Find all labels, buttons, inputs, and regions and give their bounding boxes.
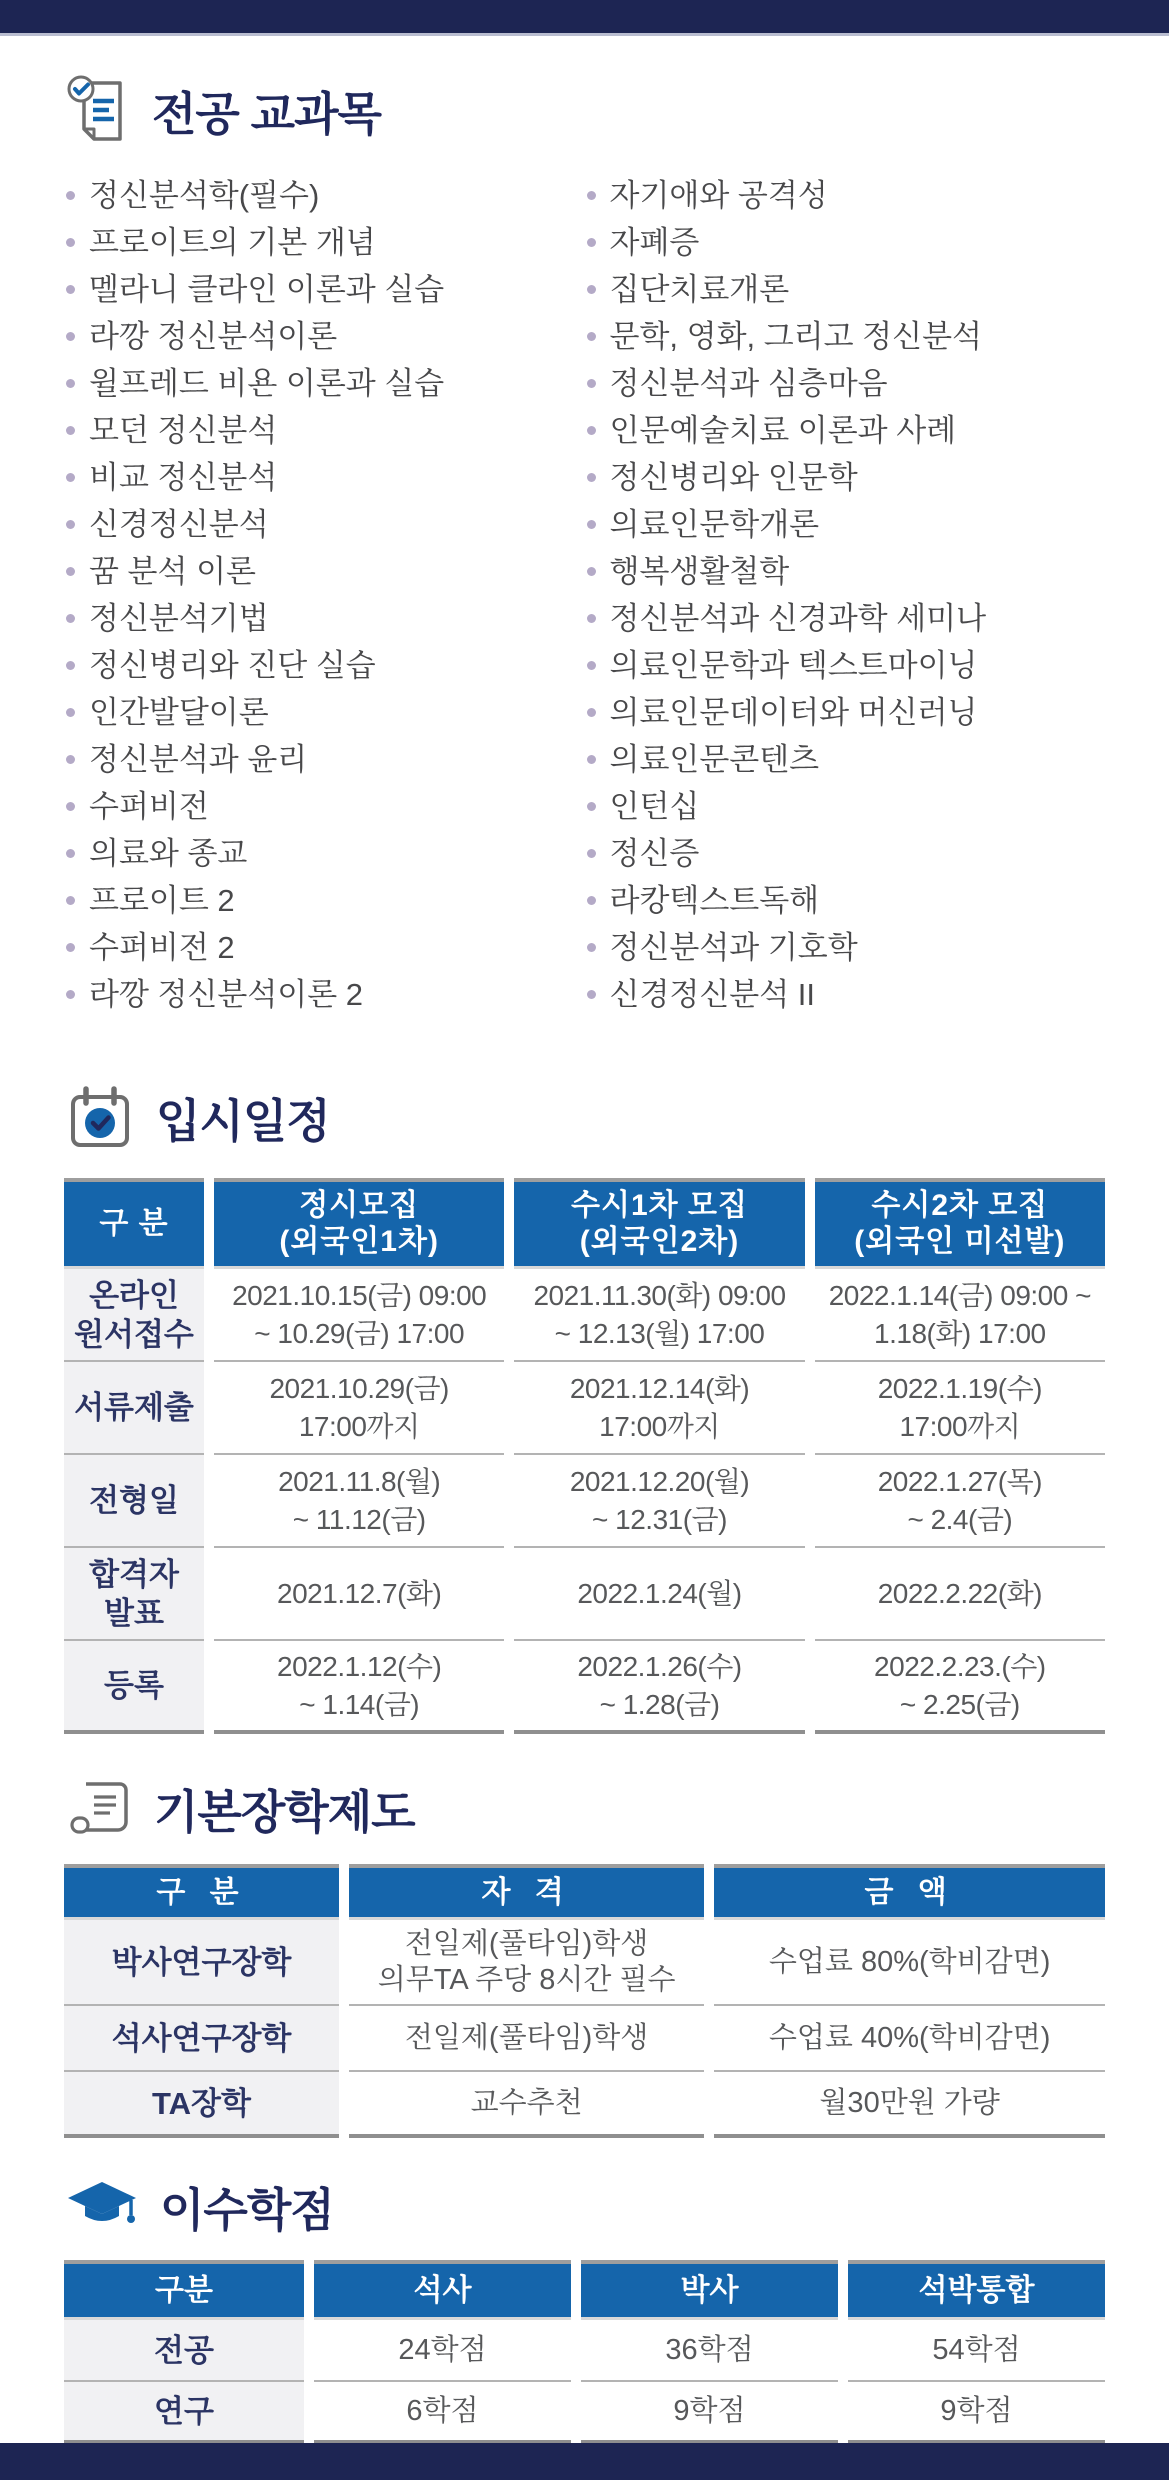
bullet-icon xyxy=(587,849,596,858)
cell-line: 2022.1.19(수) xyxy=(877,1372,1042,1404)
cell-line: 9학점 xyxy=(673,2395,746,2427)
cell-line: 구 분 xyxy=(156,1875,247,1909)
cell-line: 2022.2.23.(수) xyxy=(874,1650,1046,1682)
bullet-icon xyxy=(587,661,596,670)
course-label: 꿈 분석 이론 xyxy=(89,554,256,589)
bullet-icon xyxy=(66,379,75,388)
bullet-icon xyxy=(66,285,75,294)
cell-line: ~ 2.25(금) xyxy=(899,1688,1020,1720)
cell-line: 전일제(풀타임)학생 xyxy=(404,1928,649,1960)
data-cell xyxy=(514,1548,804,1641)
cell-line: ~ 11.12(금) xyxy=(292,1503,426,1535)
credits-table xyxy=(64,2260,1105,2444)
credits-title: 이수학점 xyxy=(160,2184,334,2236)
cell-line: 구분 xyxy=(155,2273,213,2307)
cell-line: 원서접수 xyxy=(74,1316,194,1352)
cell-line: 2021.11.8(월) xyxy=(278,1465,441,1497)
bullet-icon xyxy=(66,614,75,623)
cell-line: ~ 1.28(금) xyxy=(599,1688,720,1720)
header-cell xyxy=(514,1178,804,1269)
course-item xyxy=(64,501,585,548)
course-label: 의료인문학개론 xyxy=(609,507,820,542)
course-item xyxy=(585,783,1106,830)
course-item xyxy=(64,595,585,642)
course-label: 의료와 종교 xyxy=(89,836,248,871)
cell-line: ~ 12.31(금) xyxy=(592,1503,727,1535)
data-cell xyxy=(815,1269,1105,1362)
data-cell xyxy=(349,2006,704,2072)
header-cell xyxy=(714,1864,1105,1920)
bullet-icon xyxy=(587,567,596,576)
credits-section-header xyxy=(64,2174,1105,2240)
course-item xyxy=(585,266,1106,313)
course-label: 라깡 정신분석이론 xyxy=(89,319,338,354)
course-item xyxy=(585,877,1106,924)
course-label: 멜라니 클라인 이론과 실습 xyxy=(89,272,445,307)
course-label: 비교 정신분석 xyxy=(89,460,278,495)
course-label: 행복생활철학 xyxy=(609,554,790,589)
bullet-icon xyxy=(587,379,596,388)
course-item xyxy=(64,924,585,971)
bullet-icon xyxy=(66,708,75,717)
cell-line: 1.18(화) 17:00 xyxy=(874,1317,1046,1349)
cell-line: 2022.2.22(화) xyxy=(877,1577,1042,1609)
course-label: 의료인문학과 텍스트마이닝 xyxy=(609,648,978,683)
cell-line: 월30만원 가량 xyxy=(819,2087,1000,2119)
course-item xyxy=(585,595,1106,642)
course-label: 정신분석과 심층마음 xyxy=(609,366,888,401)
cell-line: 수업료 80%(학비감면) xyxy=(768,1946,1051,1978)
cell-line: 2021.12.20(월) xyxy=(569,1465,750,1497)
bullet-icon xyxy=(587,332,596,341)
data-cell xyxy=(214,1269,504,1362)
cell-line: 2021.12.14(화) xyxy=(569,1372,750,1404)
cell-line: ~ 10.29(금) 17:00 xyxy=(254,1317,465,1349)
course-label: 정신분석과 신경과학 세미나 xyxy=(609,601,987,636)
data-cell xyxy=(514,1362,804,1455)
cell-line: 교수추천 xyxy=(470,2087,583,2119)
data-cell xyxy=(314,2382,571,2444)
row-label xyxy=(64,1548,204,1641)
cell-line: 2022.1.14(금) 09:00 ~ xyxy=(828,1279,1091,1311)
cell-line: ~ 1.14(금) xyxy=(299,1688,420,1720)
bullet-icon xyxy=(66,238,75,247)
schedule-title: 입시일정 xyxy=(156,1095,330,1147)
course-item xyxy=(64,736,585,783)
bullet-icon xyxy=(587,990,596,999)
course-label: 신경정신분석 II xyxy=(609,977,816,1012)
course-item xyxy=(64,642,585,689)
data-cell xyxy=(214,1548,504,1641)
cell-line: (외국인1차) xyxy=(279,1225,439,1258)
course-item xyxy=(585,407,1106,454)
course-item xyxy=(585,548,1106,595)
bottom-bar xyxy=(0,2443,1169,2480)
cell-line: ~ 12.13(월) 17:00 xyxy=(554,1317,765,1349)
data-cell xyxy=(848,2320,1105,2382)
cell-line: 17:00까지 xyxy=(599,1410,720,1442)
scholarship-section-header xyxy=(64,1776,1105,1842)
scholarship-table xyxy=(64,1864,1105,2138)
course-label: 정신분석학(필수) xyxy=(89,178,320,213)
bullet-icon xyxy=(587,473,596,482)
cell-line: 석사연구장학 xyxy=(111,2020,292,2056)
header-cell xyxy=(314,2260,571,2320)
data-cell xyxy=(214,1455,504,1548)
course-label: 인턴십 xyxy=(609,789,700,824)
header-cell xyxy=(64,1864,339,1920)
course-item xyxy=(585,172,1106,219)
cell-line: ~ 2.4(금) xyxy=(907,1503,1013,1535)
course-label: 모던 정신분석 xyxy=(89,413,278,448)
course-label: 정신분석과 기호학 xyxy=(609,930,858,965)
course-item xyxy=(64,360,585,407)
cell-line: 석박통합 xyxy=(918,2273,1035,2307)
course-label: 자기애와 공격성 xyxy=(609,178,828,213)
course-label: 문학, 영화, 그리고 정신분석 xyxy=(609,319,982,354)
document-check-icon xyxy=(64,74,132,148)
row-label xyxy=(64,2320,304,2382)
curriculum-column-right xyxy=(585,172,1106,1018)
cell-line: (외국인 미선발) xyxy=(854,1225,1066,1258)
bullet-icon xyxy=(66,473,75,482)
course-label: 정신증 xyxy=(609,836,700,871)
course-item xyxy=(585,736,1106,783)
cell-line: 2021.10.15(금) 09:00 xyxy=(232,1279,487,1311)
data-cell xyxy=(514,1269,804,1362)
calendar-check-icon xyxy=(64,1082,136,1154)
bullet-icon xyxy=(587,614,596,623)
data-cell xyxy=(214,1641,504,1734)
page-content xyxy=(0,74,1169,2444)
bullet-icon xyxy=(66,849,75,858)
graduation-cap-icon xyxy=(64,2178,140,2236)
cell-line: 온라인 xyxy=(89,1277,179,1313)
course-item xyxy=(64,830,585,877)
cell-line: 정시모집 xyxy=(299,1189,420,1222)
bullet-icon xyxy=(66,802,75,811)
cell-line: 2022.1.27(목) xyxy=(877,1465,1042,1497)
cell-line: TA장학 xyxy=(152,2085,251,2121)
cell-line: 2021.10.29(금) xyxy=(269,1372,449,1404)
course-label: 신경정신분석 xyxy=(89,507,269,542)
bullet-icon xyxy=(587,943,596,952)
data-cell xyxy=(815,1548,1105,1641)
bullet-icon xyxy=(66,661,75,670)
course-label: 의료인문콘텐츠 xyxy=(609,742,820,777)
cell-line: 2022.1.26(수) xyxy=(577,1650,742,1682)
cell-line: 전형일 xyxy=(89,1483,179,1518)
cell-line: 석사 xyxy=(413,2273,472,2307)
curriculum-title: 전공 교과목 xyxy=(152,88,381,140)
cell-line: 등록 xyxy=(104,1668,164,1703)
cell-line: 수시1차 모집 xyxy=(571,1189,748,1222)
course-label: 인간발달이론 xyxy=(89,695,269,730)
bullet-icon xyxy=(66,755,75,764)
bullet-icon xyxy=(587,191,596,200)
course-label: 정신병리와 진단 실습 xyxy=(89,648,376,683)
course-item xyxy=(64,689,585,736)
bullet-icon xyxy=(66,943,75,952)
schedule-table xyxy=(64,1178,1105,1734)
data-cell xyxy=(514,1455,804,1548)
course-item xyxy=(585,971,1106,1018)
cell-line: 합격자 xyxy=(89,1556,179,1592)
data-cell xyxy=(214,1362,504,1455)
course-label: 라깡 정신분석이론 2 xyxy=(89,977,364,1012)
bullet-icon xyxy=(587,238,596,247)
cell-line: 2021.12.7(화) xyxy=(277,1577,442,1609)
course-item xyxy=(64,313,585,360)
data-cell xyxy=(514,1641,804,1734)
course-item xyxy=(64,548,585,595)
cell-line: 구 분 xyxy=(99,1207,169,1240)
cell-line: 24학점 xyxy=(398,2334,487,2366)
bullet-icon xyxy=(66,520,75,529)
data-cell xyxy=(815,1641,1105,1734)
course-item xyxy=(585,360,1106,407)
data-cell xyxy=(714,2072,1105,2138)
header-cell xyxy=(349,1864,704,1920)
bullet-icon xyxy=(66,990,75,999)
cell-line: 36학점 xyxy=(665,2334,754,2366)
course-item xyxy=(585,642,1106,689)
bullet-icon xyxy=(587,285,596,294)
header-cell xyxy=(848,2260,1105,2320)
course-label: 수퍼비전 2 xyxy=(89,930,235,965)
scroll-icon xyxy=(64,1778,134,1840)
top-bar xyxy=(0,0,1169,36)
data-cell xyxy=(848,2382,1105,2444)
course-label: 라캉텍스트독해 xyxy=(609,883,820,918)
row-label xyxy=(64,1269,204,1362)
course-item xyxy=(585,313,1106,360)
course-label: 수퍼비전 xyxy=(89,789,209,824)
data-cell xyxy=(815,1455,1105,1548)
row-label xyxy=(64,1920,339,2006)
course-item xyxy=(585,830,1106,877)
data-cell xyxy=(314,2320,571,2382)
course-label: 윌프레드 비욘 이론과 실습 xyxy=(89,366,445,401)
row-label xyxy=(64,1641,204,1734)
course-item xyxy=(585,454,1106,501)
course-label: 의료인문데이터와 머신러닝 xyxy=(609,695,978,730)
data-cell xyxy=(349,2072,704,2138)
course-label: 프로이트의 기본 개념 xyxy=(89,225,376,260)
cell-line: 서류제출 xyxy=(74,1390,194,1425)
cell-line: 박사연구장학 xyxy=(111,1944,292,1980)
course-item xyxy=(585,219,1106,266)
cell-line: 수시2차 모집 xyxy=(871,1189,1049,1222)
cell-line: (외국인2차) xyxy=(579,1225,740,1258)
row-label xyxy=(64,1455,204,1548)
course-item xyxy=(64,219,585,266)
cell-line: 의무TA 주당 8시간 필수 xyxy=(377,1964,676,1996)
cell-line: 수업료 40%(학비감면) xyxy=(768,2022,1051,2054)
course-label: 프로이트 2 xyxy=(89,883,235,918)
data-cell xyxy=(714,2006,1105,2072)
cell-line: 17:00까지 xyxy=(298,1410,420,1442)
course-item xyxy=(585,689,1106,736)
cell-line: 전일제(풀타임)학생 xyxy=(404,2022,649,2054)
course-label: 자폐증 xyxy=(609,225,700,260)
bullet-icon xyxy=(66,567,75,576)
bullet-icon xyxy=(66,332,75,341)
curriculum-column-left xyxy=(64,172,585,1018)
row-label xyxy=(64,1362,204,1455)
header-cell xyxy=(815,1178,1105,1269)
header-cell xyxy=(64,1178,204,1269)
cell-line: 자 격 xyxy=(481,1875,572,1909)
bullet-icon xyxy=(587,896,596,905)
cell-line: 6학점 xyxy=(406,2395,479,2427)
cell-line: 17:00까지 xyxy=(899,1410,1021,1442)
cell-line: 2022.1.12(수) xyxy=(277,1650,442,1682)
scholarship-title: 기본장학제도 xyxy=(154,1786,415,1838)
row-label xyxy=(64,2072,339,2138)
bullet-icon xyxy=(587,802,596,811)
course-label: 정신병리와 인문학 xyxy=(609,460,858,495)
bullet-icon xyxy=(587,520,596,529)
curriculum-list xyxy=(64,172,1105,1018)
bullet-icon xyxy=(587,755,596,764)
bullet-icon xyxy=(587,708,596,717)
course-item xyxy=(64,783,585,830)
course-item xyxy=(64,454,585,501)
data-cell xyxy=(815,1362,1105,1455)
data-cell xyxy=(714,1920,1105,2006)
cell-line: 2022.1.24(월) xyxy=(577,1577,742,1609)
data-cell xyxy=(581,2320,838,2382)
course-label: 인문예술치료 이론과 사례 xyxy=(609,413,957,448)
header-cell xyxy=(64,2260,304,2320)
header-cell xyxy=(214,1178,504,1269)
course-item xyxy=(64,172,585,219)
course-label: 정신분석기법 xyxy=(89,601,269,636)
cell-line: 금 액 xyxy=(864,1875,955,1909)
data-cell xyxy=(581,2382,838,2444)
course-item xyxy=(64,971,585,1018)
header-cell xyxy=(581,2260,838,2320)
course-item xyxy=(64,407,585,454)
cell-line: 9학점 xyxy=(940,2395,1013,2427)
bullet-icon xyxy=(66,896,75,905)
cell-line: 연구 xyxy=(154,2393,214,2429)
curriculum-section-header xyxy=(64,74,1105,148)
course-label: 집단치료개론 xyxy=(609,272,790,307)
cell-line: 54학점 xyxy=(932,2334,1021,2366)
course-item xyxy=(64,266,585,313)
bullet-icon xyxy=(66,426,75,435)
cell-line: 박사 xyxy=(680,2273,739,2307)
course-label: 정신분석과 윤리 xyxy=(89,742,308,777)
row-label xyxy=(64,2006,339,2072)
cell-line: 2021.11.30(화) 09:00 xyxy=(533,1279,786,1311)
bullet-icon xyxy=(66,191,75,200)
course-item xyxy=(64,877,585,924)
cell-line: 전공 xyxy=(154,2332,214,2368)
bullet-icon xyxy=(587,426,596,435)
course-item xyxy=(585,501,1106,548)
course-item xyxy=(585,924,1106,971)
cell-line: 발표 xyxy=(104,1595,164,1631)
row-label xyxy=(64,2382,304,2444)
schedule-section-header xyxy=(64,1082,1105,1154)
data-cell xyxy=(349,1920,704,2006)
